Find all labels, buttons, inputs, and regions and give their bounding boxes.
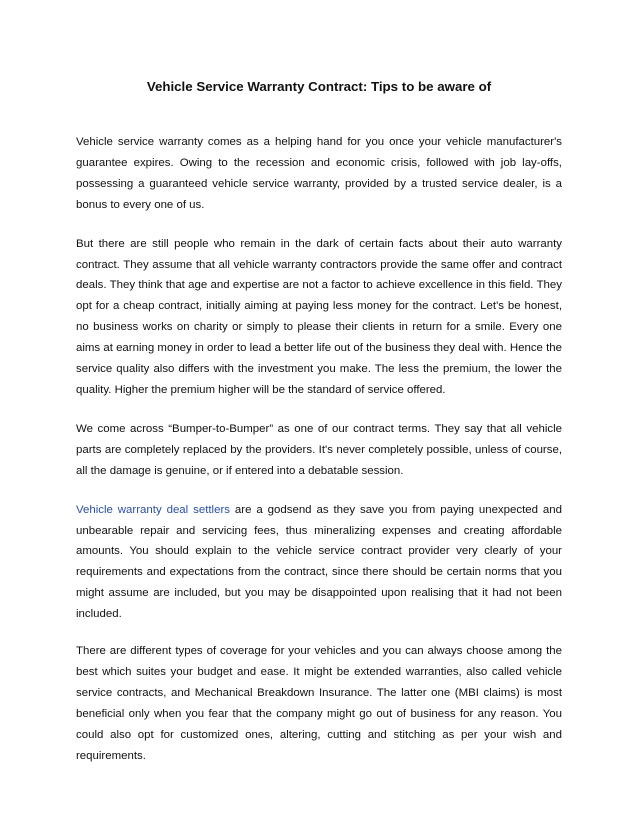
- paragraph-settlers: [76, 500, 562, 625]
- paragraph-coverage: There are different types of coverage for your vehicles and you can always choose among the best which suites your budget and ease. It might be extended warranties, also called vehicle service contracts, and Mechanical Breakdown Insurance. The latter one (MBI claims) is most beneficial only when you fear that the company might go out of business for any reason. You could also opt for customized ones, altering, cutting and stitching as per your wish and requirements.: [76, 645, 562, 762]
- paragraph-bumper: We come across “Bumper-to-Bumper” as one of our contract terms. They say that all vehicle parts are completely replaced by the providers. It's never completely possible, unless of course, all the damage is genuine, or if entered into a debatable session.: [76, 422, 562, 477]
- settlers-link[interactable]: Vehicle warranty deal settlers: [76, 503, 230, 516]
- paragraph-facts: But there are still people who remain in the dark of certain facts about their auto warranty contract. They assume that all vehicle warranty contractors provide the same offer and contract deals. They think that age and expertise are not a factor to achieve excellence in this field. They opt for a cheap contract, initially aiming at paying less money for the contract. Let's be honest, no business works on charity or simply to please their clients in return for a smile. Every one aims at earning money in order to lead a better life out of the business they deal with. Hence the service quality also differs with the investment you make. The less the premium, the lower the quality. Higher the premium higher will be the standard of service offered.: [76, 237, 562, 396]
- settlers-text: are a godsend as they save you from paying unexpected and unbearable repair and servicing fees, thus mineralizing expenses and creating affordable amounts. You should explain to the vehicle service contract provider very clearly of your requirements and expectations from the contract, since there should be certain norms that you might assume are included, but you may be disappointed upon realising that it had not been included.: [76, 503, 562, 621]
- document-page: [76, 78, 562, 784]
- paragraph-intro: Vehicle service warranty comes as a helping hand for you once your vehicle manufacturer's guarantee expires. Owing to the recession and economic crisis, followed with job lay-offs, possessing a guaranteed vehicle service warranty, provided by a trusted service dealer, is a bonus to every one of us.: [76, 136, 562, 211]
- document-title: Vehicle Service Warranty Contract: Tips to be aware of: [146, 79, 492, 94]
